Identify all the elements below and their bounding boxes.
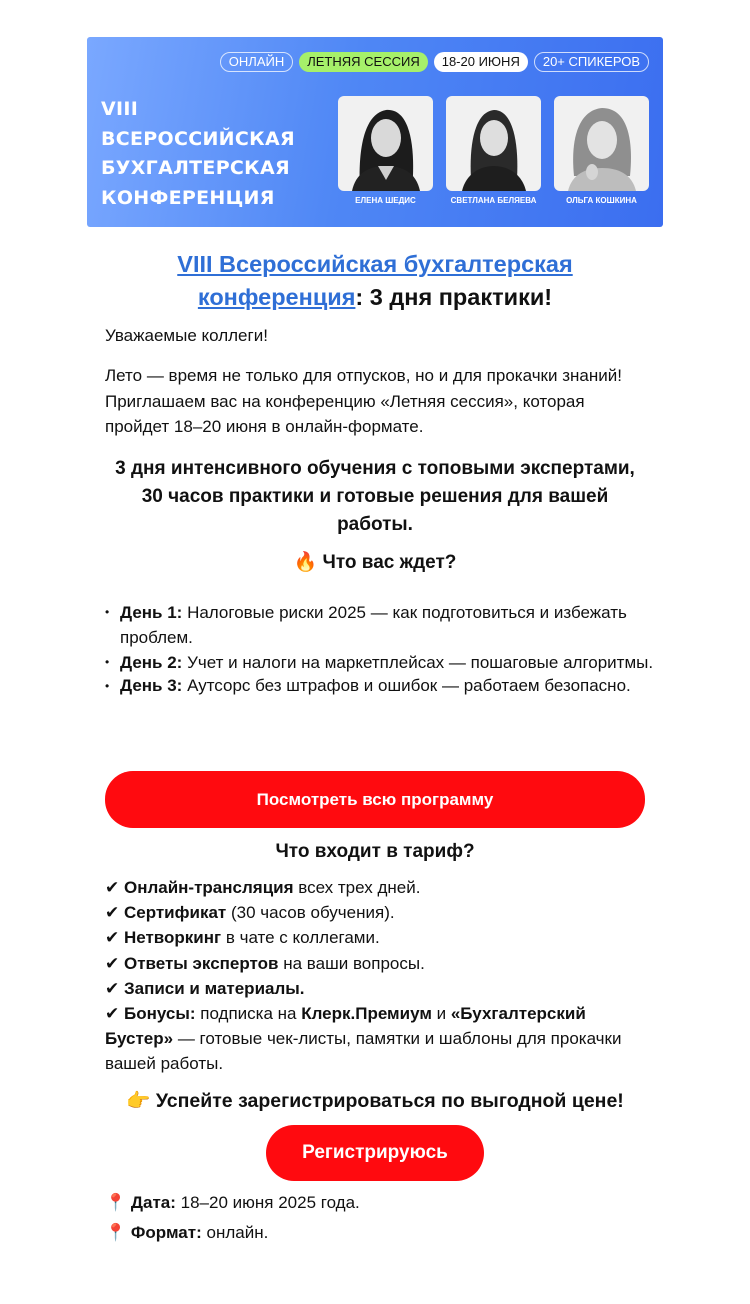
check-icon: ✔ xyxy=(105,878,124,897)
list-item xyxy=(105,951,645,976)
format-value: онлайн. xyxy=(201,1223,269,1242)
event-date xyxy=(105,1188,645,1218)
day-label: День 3: xyxy=(120,676,183,695)
list-item xyxy=(120,675,660,697)
conference-banner[interactable] xyxy=(87,37,663,227)
speaker-name: ОЛЬГА КОШКИНА xyxy=(566,196,637,205)
banner-title-line: VIII xyxy=(101,98,139,120)
program-days-list xyxy=(105,600,660,697)
speaker-card xyxy=(554,96,649,206)
check-icon: ✔ xyxy=(105,978,124,998)
list-item xyxy=(120,600,660,650)
event-format xyxy=(105,1218,645,1248)
check-icon: ✔ xyxy=(105,953,124,973)
list-item xyxy=(105,976,645,1001)
pill-online: ОНЛАЙН xyxy=(220,52,293,72)
pin-icon: 📍 xyxy=(105,1193,127,1212)
day-text: Учет и налоги на маркетплейсах — пошаговые алгоритмы. xyxy=(182,653,654,672)
check-icon: ✔ xyxy=(105,903,124,923)
speaker-card xyxy=(338,96,433,206)
bonus-text: подписка на xyxy=(195,1004,302,1024)
format-label: Формат: xyxy=(130,1223,202,1242)
tariff-item-bold: Ответы экспертов xyxy=(123,953,279,973)
greeting-text: Уважаемые коллеги! xyxy=(105,326,268,345)
tariff-item-bold: Записи и материалы. xyxy=(123,978,305,998)
tariff-list xyxy=(105,875,645,1077)
banner-title-line: БУХГАЛТЕРСКАЯ xyxy=(101,157,290,179)
intro-text: Лето — время не только для отпусков, но и для прокачки знаний! Приглашаем вас на конференцию «Летняя сессия», которая пройдет 18–20 июня в онлайн-формате. xyxy=(105,366,622,436)
date-label: Дата: xyxy=(130,1193,176,1212)
speaker-name: ЕЛЕНА ШЕДИС xyxy=(355,196,416,205)
pill-dates: 18-20 ИЮНЯ xyxy=(434,52,528,72)
day-text: Налоговые риски 2025 — как подготовиться и избежать проблем. xyxy=(120,603,627,647)
list-item xyxy=(105,875,645,900)
banner-title-line: КОНФЕРЕНЦИЯ xyxy=(101,186,275,209)
register-button[interactable]: Регистрируюсь xyxy=(266,1125,484,1181)
list-item xyxy=(105,900,645,925)
speaker-photo xyxy=(554,96,649,191)
expect-heading: 🔥 Что вас ждет? xyxy=(293,552,457,573)
bonus-item xyxy=(105,1001,645,1077)
pill-summer-session: ЛЕТНЯЯ СЕССИЯ xyxy=(299,52,428,72)
page-title xyxy=(105,248,645,314)
tariff-item-text: (30 часов обучения). xyxy=(226,903,395,923)
tariff-item-bold: Онлайн-трансляция xyxy=(123,878,294,897)
speaker-list xyxy=(338,96,649,206)
check-icon: ✔ xyxy=(105,1004,124,1024)
day-text: Аутсорс без штрафов и ошибок — работаем безопасно. xyxy=(182,676,631,695)
bonus-label: Бонусы: xyxy=(123,1004,196,1024)
list-item xyxy=(120,650,660,675)
tariff-item-text: в чате с коллегами. xyxy=(221,928,380,948)
speaker-photo xyxy=(446,96,541,191)
tariff-item-bold: Сертификат xyxy=(123,903,227,923)
day-label: День 2: xyxy=(120,653,183,672)
speaker-card xyxy=(446,96,541,206)
highlight-text: 3 дня интенсивного обучения с топовыми экспертами, 30 часов практики и готовые решения для вашей работы. xyxy=(115,458,635,535)
check-icon: ✔ xyxy=(105,928,124,948)
view-program-button[interactable]: Посмотреть всю программу xyxy=(105,771,645,828)
tariff-item-text: на ваши вопросы. xyxy=(278,953,425,973)
speaker-name: СВЕТЛАНА БЕЛЯЕВА xyxy=(450,196,537,205)
tariff-item-text: всех трех дней. xyxy=(293,878,421,897)
list-item xyxy=(105,925,645,950)
pill-speakers: 20+ СПИКЕРОВ xyxy=(534,52,649,72)
conference-link[interactable]: VIII Всероссийская бухгалтерская конференция xyxy=(177,251,573,310)
pin-icon: 📍 xyxy=(105,1223,127,1242)
cta-text: 👉 Успейте зарегистрироваться по выгодной цене! xyxy=(126,1090,624,1112)
banner-title-line: ВСЕРОССИЙСКАЯ xyxy=(101,127,295,150)
date-value: 18–20 июня 2025 года. xyxy=(175,1193,360,1212)
bonus-premium: Клерк.Премиум xyxy=(301,1004,432,1024)
speaker-photo xyxy=(338,96,433,191)
bonus-booster: «Бухгалтерский Бустер» xyxy=(105,1004,586,1049)
bonus-text: и xyxy=(431,1004,451,1024)
banner-pills xyxy=(220,52,649,72)
tariff-item-bold: Нетворкинг xyxy=(123,928,222,948)
bonus-text: — готовые чек-листы, памятки и шаблоны для прокачки вашей работы. xyxy=(105,1029,622,1074)
title-suffix: : 3 дня практики! xyxy=(355,284,553,310)
tariff-heading: Что входит в тариф? xyxy=(275,841,475,862)
banner-title xyxy=(101,95,295,213)
day-label: День 1: xyxy=(120,603,183,622)
